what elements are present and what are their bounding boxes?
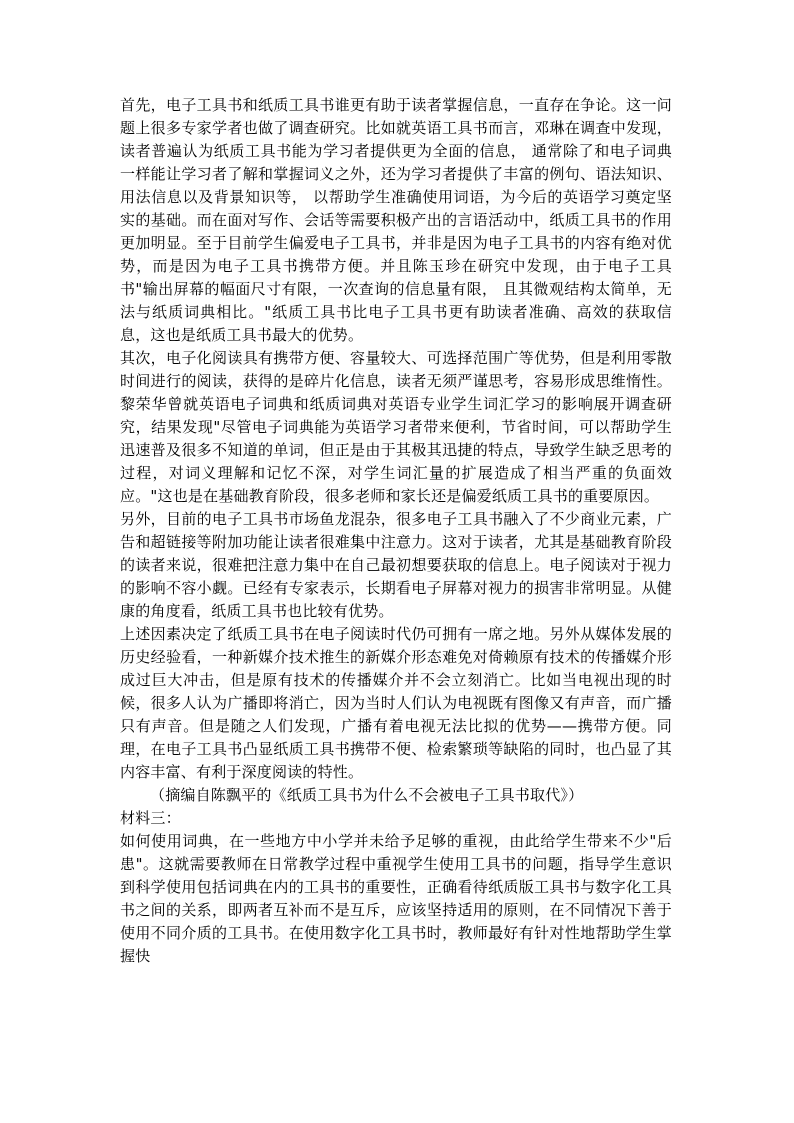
paragraph-fourth: 上述因素决定了纸质工具书在电子阅读时代仍可拥有一席之地。另外从媒体发展的历史经验看，一种新媒介技术推生的新媒介形态难免对倚赖原有技术的传播媒介形成过巨大冲击，但是原有技术的传播媒介并不会立刻消亡。比如当电视出现的时候，很多人认为广播即将消亡，因为当时人们认为电视既有图像又有声音，而广播只有声音。但是随之人们发现，广播有着电视无法比拟的优势——携带方便。同理，在电子工具书凸显纸质工具书携带不便、检索繁琐等缺陷的同时，也凸显了其内容丰富、有利于深度阅读的特性。 xyxy=(120,625,672,781)
paragraph-third: 另外，目前的电子工具书市场鱼龙混杂，很多电子工具书融入了不少商业元素，广告和超链接等附加功能让读者很难集中注意力。这对于读者，尤其是基础教育阶段的读者来说，很难把注意力集中在自己最初想要获取的信息上。电子阅读对于视力的影响不容小觑。已经有专家表示，长期看电子屏幕对视力的损害非常明显。从健康的角度看，纸质工具书也比较有优势。 xyxy=(120,510,672,620)
section-label: 材料三： xyxy=(120,809,181,827)
source-citation: （摘编自陈飘平的《纸质工具书为什么不会被电子工具书取代》） xyxy=(150,786,584,804)
paragraph-final: 如何使用词典，在一些地方中小学并未给予足够的重视，由此给学生带来不少"后患"。这就需要教师在日常教学过程中重视学生使用工具书的问题，指导学生意识到科学使用包括词典在内的工具书的重要性，正确看待纸质版工具书与数字化工具书之间的关系，即两者互补而不是互斥，应该坚持适用的原则，在不同情况下善于使用不同介质的工具书。在使用数字化工具书时，教师最好有针对性地帮助学生掌握快 xyxy=(120,832,672,965)
document-body xyxy=(120,94,672,968)
paragraph-second: 其次，电子化阅读具有携带方便、容量较大、可选择范围广等优势，但是利用零散时间进行的阅读，获得的是碎片化信息，读者无须严谨思考，容易形成思维惰性。黎荣华曾就英语电子词典和纸质词典对英语专业学生词汇学习的影响展开调查研究，结果发现"尽管电子词典能为英语学习者带来便利，节省时间，可以帮助学生迅速普及很多不知道的单词，但正是由于其极其迅捷的特点，导致学生缺乏思考的过程，对词义理解和记忆不深，对学生词汇量的扩展造成了相当严重的负面效应。"这也是在基础教育阶段，很多老师和家长还是偏爱纸质工具书的重要原因。 xyxy=(120,349,672,505)
paragraph-first: 首先，电子工具书和纸质工具书谁更有助于读者掌握信息，一直存在争论。这一问题上很多专家学者也做了调查研究。比如就英语工具书而言，邓琳在调查中发现，读者普遍认为纸质工具书能为学习者提供更为全面的信息， 通常除了和电子词典一样能让学习者了解和掌握词义之外，还为学习者提供了丰富的例句、语法知识、用法信息以及背景知识等， 以帮助学生准确使用词语，为今后的英语学习奠定坚实的基础。而在面对写作、会话等需要积极产出的言语活动中，纸质工具书的作用更加明显。至于目前学生偏爱电子工具书，并非是因为电子工具书的内容有绝对优势，而是因为电子工具书携带方便。并且陈玉珍在研究中发现，由于电子工具书"输出屏幕的幅面尺寸有限，一次查询的信息量有限， 且其微观结构太简单，无法与纸质词典相比。"纸质工具书比电子工具书更有助读者准确、高效的获取信息，这也是纸质工具书最大的优势。 xyxy=(120,96,672,344)
